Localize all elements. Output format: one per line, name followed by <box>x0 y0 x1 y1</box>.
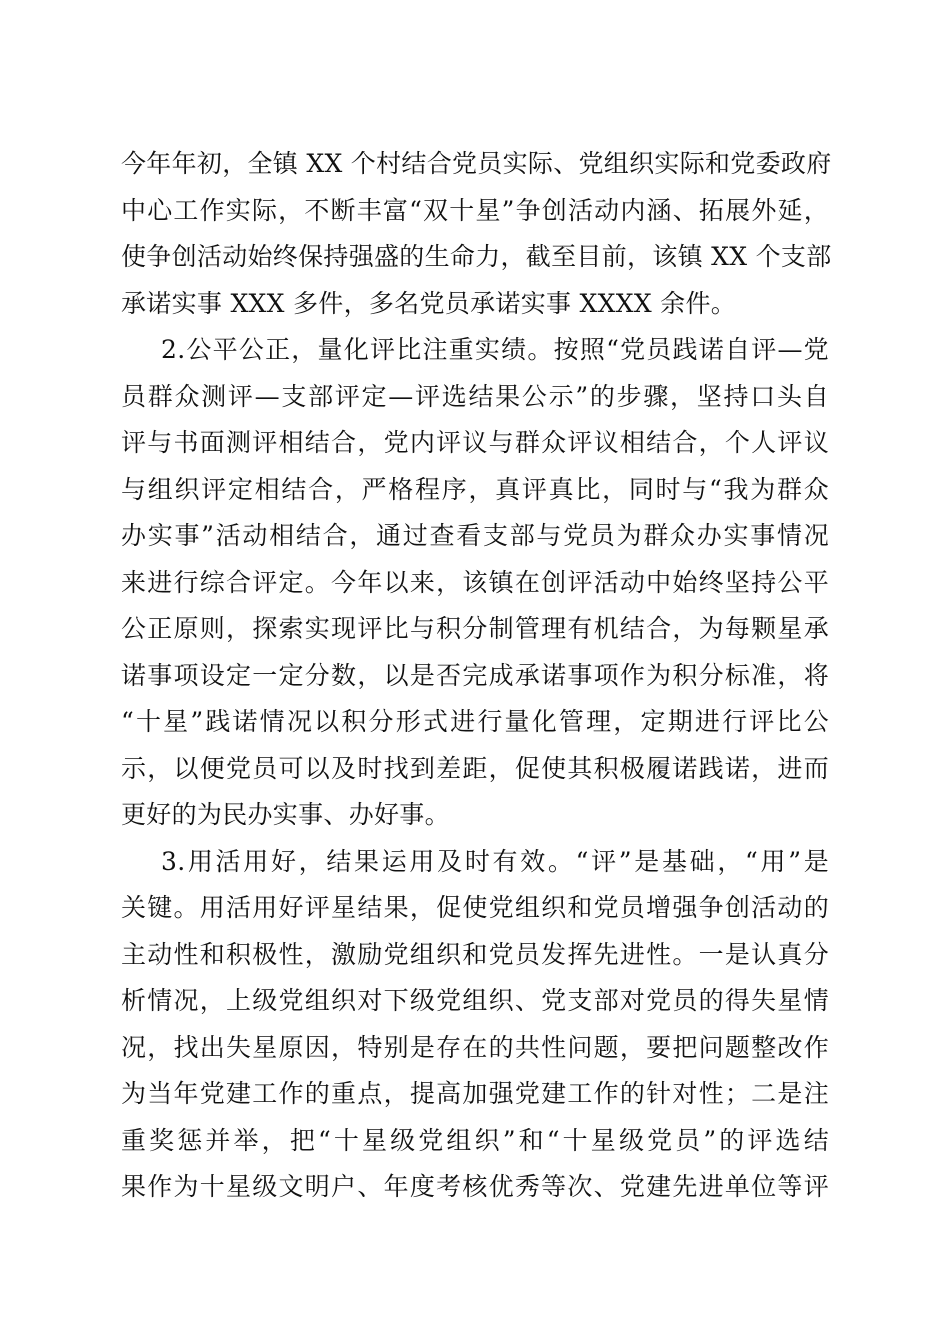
text-line: 评与书面测评相结合，党内评议与群众评议相结合，个人评议 <box>121 428 829 457</box>
text-line: 更好的为民办实事、办好事。 <box>121 800 450 829</box>
text-line: 与组织评定相结合，严格程序，真评真比，同时与“我为群众 <box>121 474 829 504</box>
paragraph-2 <box>121 327 829 839</box>
text-line: 员群众测评—支部评定—评选结果公示”的步骤，坚持口头自 <box>121 381 829 411</box>
text-line: 2.公平公正，量化评比注重实绩。按照“党员践诺自评—党 <box>161 335 829 364</box>
document-body <box>121 141 832 1211</box>
text-line: 使争创活动始终保持强盛的生命力，截至目前，该镇 XX 个支部 <box>121 242 832 271</box>
text-line: 诺事项设定一定分数，以是否完成承诺事项作为积分标准，将 <box>121 660 829 690</box>
text-line: 重奖惩并举，把“十星级党组织”和“十星级党员”的评选结 <box>121 1125 829 1155</box>
text-line: 办实事”活动相结合，通过查看支部与党员为群众办实事情况 <box>121 521 829 550</box>
text-line: 承诺实事 XXX 多件，多名党员承诺实事 XXXX 余件。 <box>121 288 737 318</box>
text-line: “十星”践诺情况以积分形式进行量化管理，定期进行评比公 <box>121 707 829 736</box>
text-line: 公正原则，探索实现评比与积分制管理有机结合，为每颗星承 <box>121 614 829 643</box>
text-line: 中心工作实际，不断丰富“双十星”争创活动内涵、拓展外延， <box>121 195 829 225</box>
text-line: 况，找出失星原因，特别是存在的共性问题，要把问题整改作 <box>121 1032 829 1062</box>
text-line: 关键。用活用好评星结果，促使党组织和党员增强争创活动的 <box>121 893 829 922</box>
text-line: 析情况，上级党组织对下级党组织、党支部对党员的得失星情 <box>121 986 829 1015</box>
paragraph-1 <box>121 141 832 327</box>
text-line: 示，以便党员可以及时找到差距，促使其积极履诺践诺，进而 <box>121 753 829 783</box>
text-line: 今年年初，全镇 XX 个村结合党员实际、党组织实际和党委政府 <box>121 149 832 178</box>
text-line: 3.用活用好，结果运用及时有效。“评”是基础，“用”是 <box>161 846 829 876</box>
paragraph-3 <box>121 839 829 1211</box>
text-line: 果作为十星级文明户、年度考核优秀等次、党建先进单位等评 <box>121 1172 829 1201</box>
text-line: 主动性和积极性，激励党组织和党员发挥先进性。一是认真分 <box>121 939 829 969</box>
text-line: 来进行综合评定。今年以来，该镇在创评活动中始终坚持公平 <box>121 567 829 597</box>
text-line: 为当年党建工作的重点，提高加强党建工作的针对性；二是注 <box>121 1079 829 1108</box>
